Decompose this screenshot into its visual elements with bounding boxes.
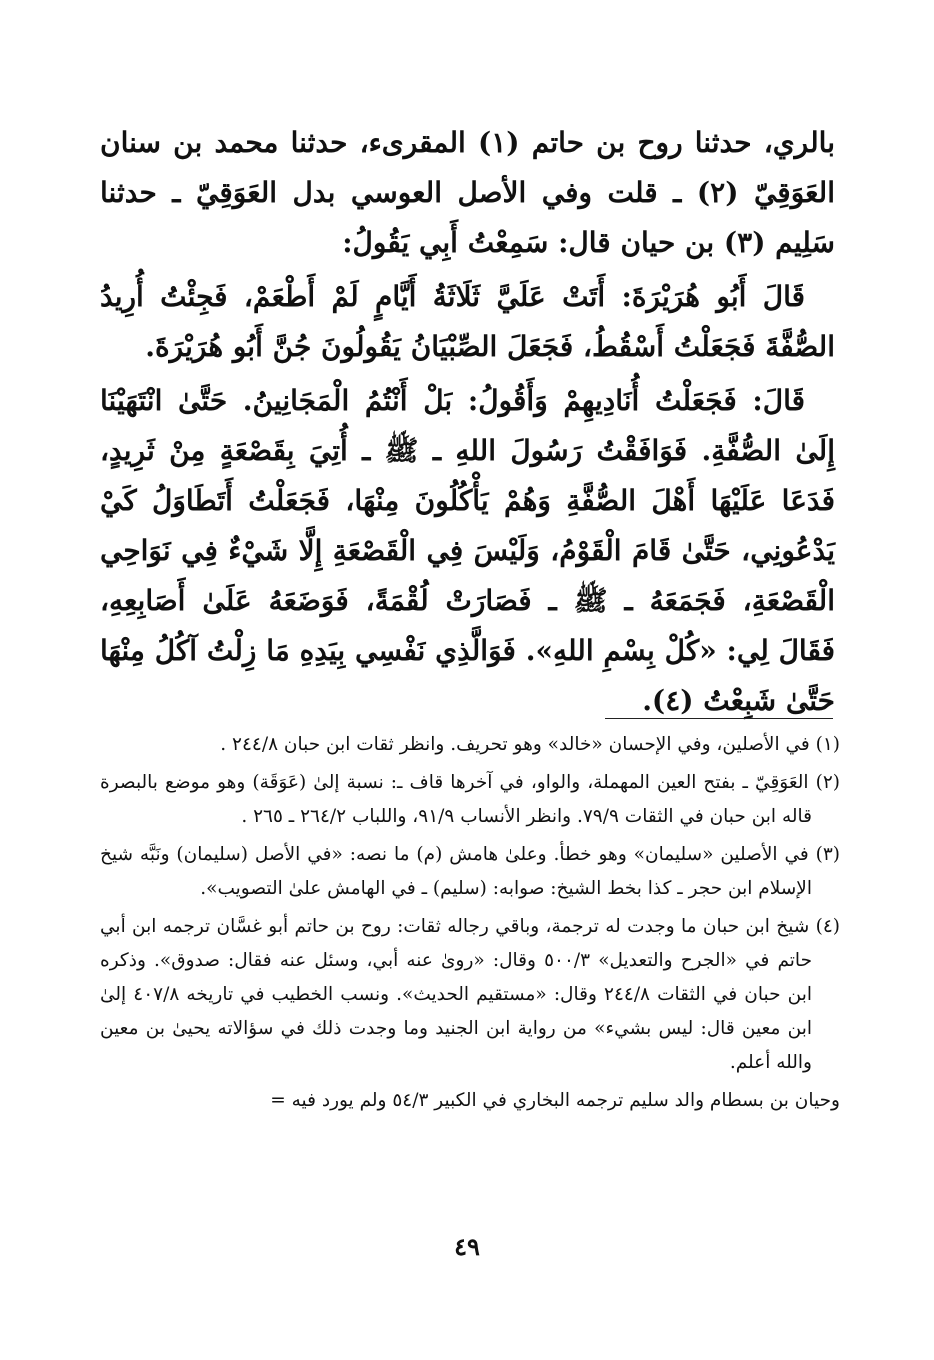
footnote-2: (٢) العَوَقِيّ ـ بفتح العين المهملة، والواو، في آخرها قاف ـ: نسبة إلىٰ (عَوَقَة) وهو موضع بالبصرة قاله ابن حبان في الثقات ٧٩/٩. وانظر الأنساب ٩١/٩، واللباب ٢٦٤/٢ ـ ٢٦٥ . <box>100 772 840 827</box>
footnote-separator <box>605 718 833 719</box>
hadith-paragraph-2: قَالَ: فَجَعَلْتُ أُنَادِيهِمْ وَأَقُولُ: بَلْ أَنْتُمُ الْمَجَانِينُ. حَتَّىٰ انْتَهَيْنَا إِلَىٰ الصُّفَّةِ. فَوَافَقْتُ رَسُولَ اللهِ ـ ﷺ ـ أُتِيَ بِقَصْعَةٍ مِنْ ثَرِيدٍ، فَدَعَا عَلَيْهَا أَهْلَ الصُّفَّةِ وَهُمْ يَأْكُلُونَ مِنْهَا، فَجَعَلْتُ أَتَطَاوَلُ كَيْ يَدْعُونِي، حَتَّىٰ قَامَ الْقَوْمُ، وَلَيْسَ فِي الْقَصْعَةِ إِلَّا شَيْءٌ فِي نَوَاحِي الْقَصْعَةِ، فَجَمَعَهُ ـ ﷺ ـ فَصَارَتْ لُقْمَةً، فَوَضَعَهُ عَلَىٰ أَصَابِعِهِ، فَقَالَ لِي: «كُلْ بِسْمِ اللهِ». فَوَالَّذِي نَفْسِي بِيَدِهِ مَا زِلْتُ آكُلُ مِنْهَا حَتَّىٰ شَبِعْتُ (٤). <box>100 384 835 717</box>
footnotes <box>100 728 840 1122</box>
footnote-3: (٣) في الأصلين «سليمان» وهو خطأ. وعلىٰ هامش (م) ما نصه: «في الأصل (سليمان) ونَبَّه شيخ الإسلام ابن حجر ـ كذا بخط الشيخ: صوابه: (سليم) ـ في الهامش علىٰ التصويب». <box>100 844 840 899</box>
footnote-1: (١) في الأصلين، وفي الإحسان «خالد» وهو تحريف. وانظر ثقات ابن حبان ٢٤٤/٨ . <box>220 734 840 755</box>
hadith-paragraph-1: قَالَ أَبُو هُرَيْرَةَ: أَتَتْ عَلَيَّ ثَلَاثَةُ أَيَّامٍ لَمْ أَطْعَمْ، فَجِئْتُ أُرِيدُ الصُّفَّةَ فَجَعَلْتُ أَسْقُطُ، فَجَعَلَ الصِّبْيَانُ يَقُولُونَ جُنَّ أَبُو هُرَيْرَةَ. <box>100 280 835 363</box>
main-text <box>100 118 835 726</box>
footnote-4: (٤) شيخ ابن حبان ما وجدت له ترجمة، وباقي رجاله ثقات: روح بن حاتم أبو غسَّان ترجمه ابن أبي حاتم في «الجرح والتعديل» ٥٠٠/٣ وقال: «روىٰ عنه أبي، وسئل عنه فقال: صدوق». وذكره ابن حبان في الثقات ٢٤٤/٨ وقال: «مستقيم الحديث». ونسب الخطيب في تاريخه ٤٠٧/٨ إلىٰ ابن معين قال: ليس بشيء» من رواية ابن الجنيد وما وجدت ذلك في سؤالاته يحيىٰ بن معين والله أعلم. <box>100 916 840 1073</box>
footnote-continuation: وحيان بن بسطام والد سليم ترجمه البخاري في الكبير ٥٤/٣ ولم يورد فيه = <box>270 1090 840 1111</box>
page-number: ٤٩ <box>454 1232 480 1261</box>
isnad-paragraph: بالري، حدثنا روح بن حاتم (١) المقرىء، حدثنا محمد بن سنان العَوَقِيّ (٢) ـ قلت وفي الأصل العوسي بدل العَوَقِيّ ـ حدثنا سَلِيم (٣) بن حيان قال: سَمِعْتُ أَبِي يَقُولُ: <box>100 126 835 259</box>
